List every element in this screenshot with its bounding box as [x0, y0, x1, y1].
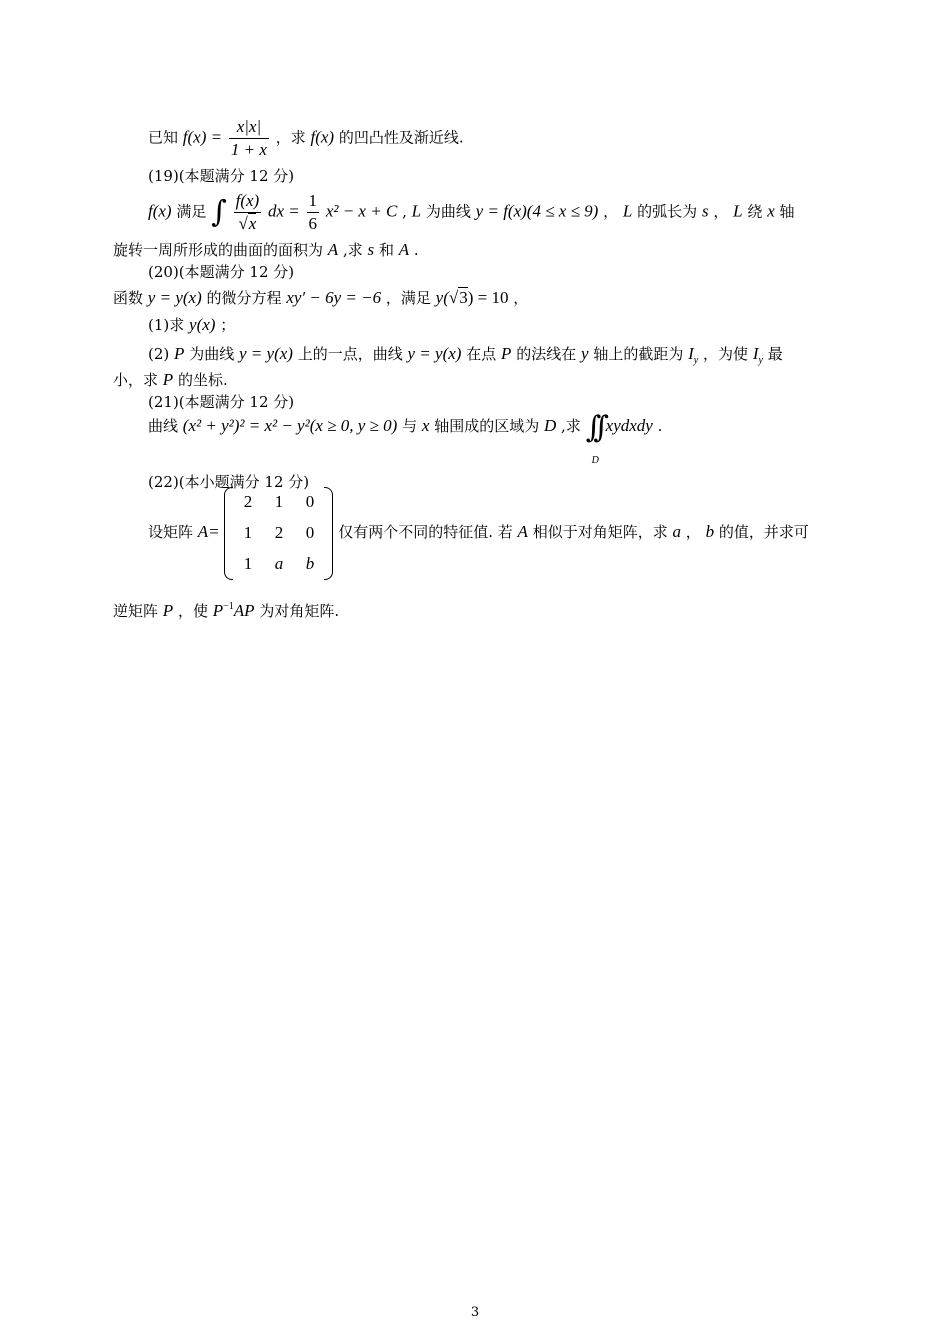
text: 旋转一周所形成的曲面的面积为: [113, 241, 324, 259]
text: 轴: [779, 202, 795, 221]
math-A: A: [517, 522, 528, 541]
p19-statement-line1: [148, 190, 795, 235]
p20-q2-line1: [148, 344, 783, 371]
text: 与: [402, 417, 418, 435]
text: 的法线在: [516, 345, 577, 363]
text: (2): [148, 345, 170, 363]
text: 为对角矩阵.: [259, 602, 340, 620]
math-P: P: [162, 601, 174, 620]
math-f-of-x: f(x): [310, 127, 335, 147]
I: I: [688, 344, 694, 363]
matrix-cell: 0: [305, 492, 315, 511]
text: ,求: [342, 241, 363, 259]
text: ，: [513, 289, 529, 307]
text: 的坐标.: [177, 371, 228, 389]
text: 绕: [747, 202, 763, 221]
fraction-numerator: f(x): [234, 190, 262, 213]
fraction-one-sixth: [307, 190, 320, 235]
text: 设矩阵: [148, 523, 194, 541]
fraction-x-abs-x-over-1-plus-x: [229, 116, 269, 161]
subscript: y: [758, 355, 763, 366]
math-b: b: [705, 522, 715, 541]
double-integral: ∫∫ D: [586, 417, 601, 438]
math-L: L: [622, 201, 633, 221]
fraction-fx-over-sqrt-x: [234, 190, 262, 235]
matrix-A: [224, 487, 333, 580]
I: I: [752, 344, 759, 363]
page-number: 3: [470, 1305, 480, 1320]
matrix-cell: a: [274, 554, 284, 573]
text: 轴上的截距为: [593, 345, 684, 363]
text: 小，求: [113, 371, 159, 389]
fraction-denominator: √x: [238, 214, 257, 233]
matrix-cell: 1: [243, 523, 253, 542]
text: ，满足: [385, 289, 431, 307]
matrix-cell: b: [305, 554, 315, 573]
text: 和: [378, 241, 394, 259]
cond-post: ) = 10: [467, 288, 509, 307]
text: 的微分方程: [206, 289, 282, 307]
integral-sign: ∫: [211, 194, 227, 230]
math-f-of-x: f(x) =: [182, 127, 223, 147]
matrix-cell: 2: [243, 492, 253, 511]
math-curve-equation: (x² + y²)² = x² − y²(x ≥ 0, y ≥ 0): [182, 416, 398, 435]
text: .: [657, 417, 663, 435]
text: ；: [220, 316, 236, 334]
radicand: 3: [459, 288, 468, 307]
fraction-denominator: 1 + x: [230, 140, 267, 159]
fraction-numerator: 1: [307, 190, 320, 213]
math-curve: y = f(x)(4 ≤ x ≤ 9): [475, 201, 599, 221]
fraction-numerator: x|x|: [229, 116, 269, 139]
text: ，: [685, 523, 701, 541]
math-P: P: [174, 344, 185, 363]
matrix-cell: 0: [305, 523, 315, 542]
p20-q1: [148, 315, 235, 335]
text: ，求: [275, 128, 306, 147]
text: ，使: [177, 602, 208, 620]
p22-statement: [148, 492, 809, 573]
math-x: x: [767, 201, 775, 221]
text: 在点: [466, 345, 497, 363]
p19-statement-line2: [113, 240, 419, 260]
math-A: A: [327, 240, 339, 259]
p19-header: (19)(本题满分 12 分): [148, 167, 295, 185]
math-D: D: [543, 416, 557, 435]
radicand: x: [248, 214, 257, 233]
matrix-row: [232, 518, 325, 549]
cond-pre: y(: [435, 288, 449, 307]
text: 曲线: [148, 417, 179, 435]
math-s: s: [701, 201, 709, 221]
matrix-cell: 1: [243, 554, 253, 573]
matrix-row: [232, 549, 325, 580]
text: 满足: [176, 202, 207, 221]
text: 为曲线: [425, 202, 471, 221]
matrix-cell: 1: [274, 492, 284, 511]
matrix-cell: 2: [274, 523, 284, 542]
math-A: A: [398, 240, 410, 259]
math-y: y: [581, 344, 589, 363]
p22-statement-line2: [113, 597, 339, 621]
math-dx-equals: dx =: [267, 201, 300, 221]
math-I-y: [752, 344, 763, 366]
math-y-of-x: y(x): [189, 315, 216, 334]
text: 为曲线: [189, 345, 235, 363]
math-curve: y = y(x): [239, 344, 293, 363]
math-initial-condition: y(√3) = 10: [435, 288, 509, 307]
math-integrand: xydxdy: [605, 416, 653, 435]
matrix-table: [232, 487, 325, 580]
math-P-inverse-AP: [213, 601, 255, 620]
text: ,: [402, 202, 412, 221]
text: 相似于对角矩阵，求: [532, 523, 668, 541]
fraction-denominator: 6: [308, 214, 318, 233]
math-I-y: [688, 344, 699, 366]
math-y-of-x: y = y(x): [147, 288, 202, 307]
math-A-equals: A=: [197, 522, 220, 541]
p18-statement: [148, 116, 464, 161]
math-P: P: [501, 344, 512, 363]
text: ,求: [561, 417, 581, 435]
text-lead: 已知: [148, 128, 179, 147]
subscript: y: [693, 355, 699, 366]
math-L: L: [733, 201, 743, 221]
text: ，: [603, 202, 619, 221]
text: 的值，并求可: [718, 523, 809, 541]
math-s: s: [367, 240, 375, 259]
matrix-row: [232, 487, 325, 518]
P: P: [212, 601, 224, 620]
AP: AP: [233, 601, 255, 620]
math-a: a: [672, 522, 682, 541]
math-f-of-x: f(x): [148, 201, 172, 221]
text: 轴围成的区域为: [434, 417, 540, 435]
math-ode: xy′ − 6y = −6: [286, 288, 382, 307]
math-x: x: [421, 416, 430, 435]
text: 的凹凸性及渐近线.: [338, 128, 464, 147]
p20-statement: [113, 288, 528, 308]
text: ，为使: [703, 345, 749, 363]
p20-q2-line2: [113, 370, 228, 390]
text: 的弧长为: [637, 202, 698, 221]
text: ，: [713, 202, 729, 221]
superscript: −1: [223, 601, 234, 612]
text: 最: [767, 345, 783, 363]
p21-header: (21)(本题满分 12 分): [148, 393, 295, 411]
math-L: L: [411, 201, 422, 221]
text: (1)求: [148, 316, 185, 334]
math-curve: y = y(x): [407, 344, 462, 363]
text: 上的一点，曲线: [297, 345, 403, 363]
text: 仅有两个不同的特征值. 若: [338, 523, 513, 541]
math-P: P: [162, 370, 174, 389]
p22-header: (22)(本小题满分 12 分): [148, 473, 310, 491]
integral-subscript: D: [591, 454, 599, 466]
text: 逆矩阵: [113, 602, 159, 620]
text: 函数: [113, 289, 144, 307]
text: .: [413, 241, 419, 259]
p21-statement: [148, 409, 663, 466]
p20-header: (20)(本题满分 12 分): [148, 263, 295, 281]
math-rhs: x² − x + C: [325, 201, 398, 221]
